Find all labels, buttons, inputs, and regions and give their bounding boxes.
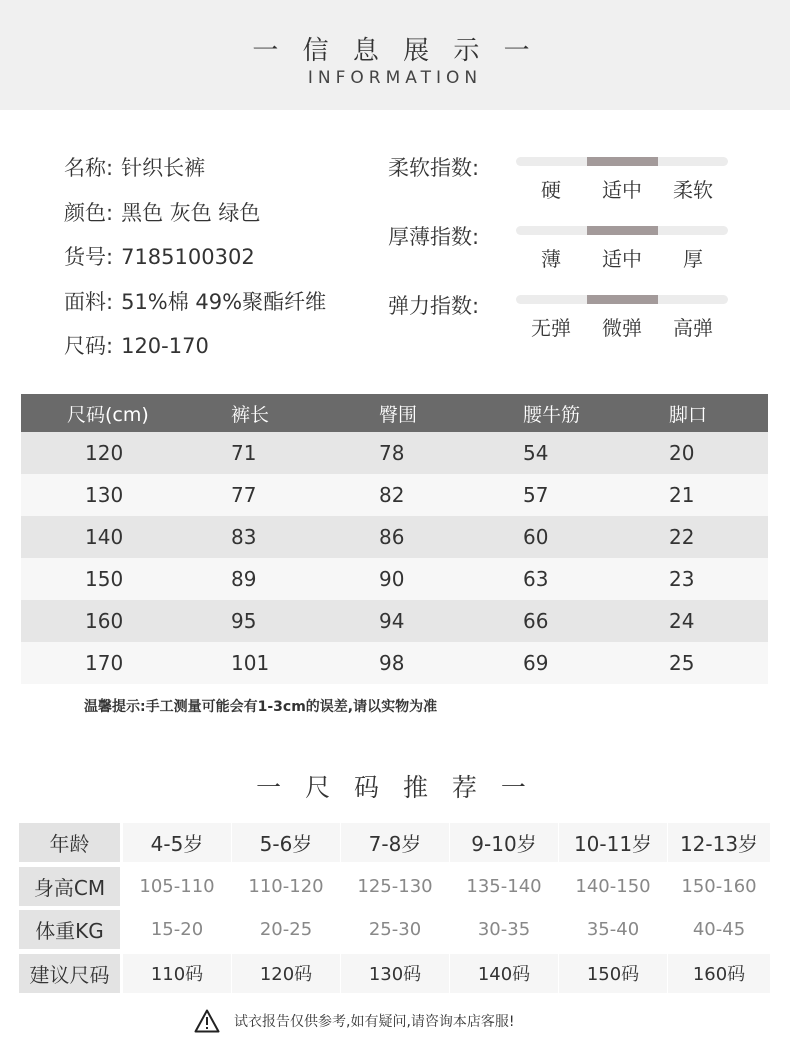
table-cell: 24 — [669, 609, 695, 633]
info-row-color — [64, 197, 326, 242]
recommend-row-weight — [19, 910, 770, 954]
index-scale-marker — [587, 295, 658, 304]
warning-icon — [194, 1009, 220, 1033]
table-cell: 83 — [231, 525, 257, 549]
table-cell: 120码 — [232, 954, 340, 993]
elasticity-index — [388, 292, 748, 352]
info-row-name — [64, 152, 326, 197]
column-header: 裤长 — [231, 403, 270, 426]
info-label: 颜色: — [64, 200, 114, 225]
info-value: 黑色 灰色 绿色 — [121, 200, 261, 225]
table-cell: 105-110 — [123, 867, 231, 906]
thickness-index — [388, 223, 748, 283]
table-cell: 7-8岁 — [341, 823, 449, 862]
index-scale-bar — [516, 226, 728, 235]
table-cell: 160码 — [668, 954, 770, 993]
table-cell: 23 — [669, 567, 695, 591]
table-cell: 12-13岁 — [668, 823, 770, 862]
table-cell: 89 — [231, 567, 257, 591]
section-title: 一 信 息 展 示 一 — [252, 36, 538, 66]
column-header: 臀围 — [379, 403, 418, 426]
table-cell: 140码 — [450, 954, 558, 993]
table-cell: 9-10岁 — [450, 823, 558, 862]
index-option-selected: 适中 — [602, 247, 642, 271]
table-cell: 101 — [231, 651, 270, 675]
table-cell: 150-160 — [668, 867, 770, 906]
index-option: 薄 — [541, 247, 561, 271]
table-cell: 95 — [231, 609, 257, 633]
table-cell: 135-140 — [450, 867, 558, 906]
column-header: 脚口 — [669, 403, 708, 426]
info-label: 面料: — [64, 289, 114, 314]
recommend-row-height — [19, 867, 770, 911]
table-cell: 110-120 — [232, 867, 340, 906]
measurement-tip: 温馨提示:手工测量可能会有1-3cm的误差,请以实物为准 — [84, 699, 438, 715]
table-cell: 77 — [231, 483, 257, 507]
index-scale-bar — [516, 157, 728, 166]
info-label: 名称: — [64, 156, 114, 180]
table-row — [21, 432, 768, 474]
table-cell: 15-20 — [123, 910, 231, 949]
notice-text: 试衣报告仅供参考,如有疑问,请咨询本店客服! — [234, 1014, 515, 1030]
info-row-size — [64, 330, 326, 375]
row-header: 体重KG — [19, 910, 120, 949]
table-cell: 98 — [379, 651, 405, 675]
table-cell: 57 — [523, 483, 549, 507]
index-option: 无弹 — [531, 316, 571, 340]
table-cell: 25 — [669, 651, 695, 675]
index-label: 柔软指数: — [388, 156, 480, 180]
table-cell: 20 — [669, 441, 695, 465]
index-option-selected: 微弹 — [602, 316, 642, 340]
table-cell: 22 — [669, 525, 695, 549]
table-cell: 78 — [379, 441, 405, 465]
table-cell: 125-130 — [341, 867, 449, 906]
row-header: 年龄 — [19, 823, 120, 862]
size-chart-table — [21, 394, 768, 684]
info-header — [0, 0, 790, 110]
info-value: 120-170 — [121, 334, 209, 358]
row-header: 建议尺码 — [19, 954, 120, 993]
info-value: 7185100302 — [121, 245, 255, 269]
table-cell: 140-150 — [559, 867, 667, 906]
info-label: 尺码: — [64, 334, 114, 358]
table-row — [21, 558, 768, 600]
recommend-row-size — [19, 954, 770, 998]
recommend-row-age — [19, 823, 770, 867]
row-header: 身高CM — [19, 867, 120, 906]
table-cell: 71 — [231, 441, 257, 465]
table-cell: 40-45 — [668, 910, 770, 949]
section-subtitle: INFORMATION — [307, 68, 483, 88]
table-cell: 10-11岁 — [559, 823, 667, 862]
table-cell: 35-40 — [559, 910, 667, 949]
table-row — [21, 474, 768, 516]
table-cell: 160 — [85, 609, 124, 633]
table-cell: 110码 — [123, 954, 231, 993]
info-label: 货号: — [64, 245, 114, 269]
table-cell: 66 — [523, 609, 549, 633]
table-cell: 21 — [669, 483, 695, 507]
column-header: 尺码(cm) — [67, 403, 149, 426]
table-header-row — [21, 394, 768, 432]
info-row-fabric — [64, 286, 326, 331]
table-row — [21, 642, 768, 684]
table-row — [21, 516, 768, 558]
table-cell: 150码 — [559, 954, 667, 993]
index-scale-bar — [516, 295, 728, 304]
table-cell: 120 — [85, 441, 124, 465]
table-cell: 90 — [379, 567, 405, 591]
index-scale-marker — [587, 226, 658, 235]
table-cell: 170 — [85, 651, 124, 675]
table-cell: 5-6岁 — [232, 823, 340, 862]
table-cell: 30-35 — [450, 910, 558, 949]
table-cell: 25-30 — [341, 910, 449, 949]
table-cell: 54 — [523, 441, 549, 465]
index-scale-marker — [587, 157, 658, 166]
size-recommend-table — [19, 823, 770, 997]
info-value: 51%棉 49%聚酯纤维 — [121, 289, 327, 314]
table-cell: 86 — [379, 525, 405, 549]
table-cell: 69 — [523, 651, 549, 675]
info-value: 针织长裤 — [121, 156, 206, 180]
index-label: 厚薄指数: — [388, 225, 480, 249]
table-cell: 20-25 — [232, 910, 340, 949]
table-row — [21, 600, 768, 642]
table-cell: 94 — [379, 609, 405, 633]
table-cell: 140 — [85, 525, 124, 549]
product-info-list — [64, 152, 326, 375]
info-row-item-number — [64, 241, 326, 286]
column-header: 腰牛筋 — [523, 403, 581, 426]
index-option: 柔软 — [673, 178, 713, 202]
table-cell: 150 — [85, 567, 124, 591]
table-cell: 4-5岁 — [123, 823, 231, 862]
index-option: 厚 — [683, 247, 703, 271]
table-cell: 130 — [85, 483, 124, 507]
table-cell: 60 — [523, 525, 549, 549]
softness-index — [388, 154, 748, 214]
table-cell: 63 — [523, 567, 549, 591]
index-option-selected: 适中 — [602, 178, 642, 202]
index-option: 高弹 — [673, 316, 713, 340]
recommend-title: 一 尺 码 推 荐 一 — [256, 773, 534, 802]
index-label: 弹力指数: — [388, 294, 480, 318]
fitting-notice — [194, 1006, 515, 1036]
index-option: 硬 — [541, 178, 561, 202]
table-cell: 130码 — [341, 954, 449, 993]
table-cell: 82 — [379, 483, 405, 507]
